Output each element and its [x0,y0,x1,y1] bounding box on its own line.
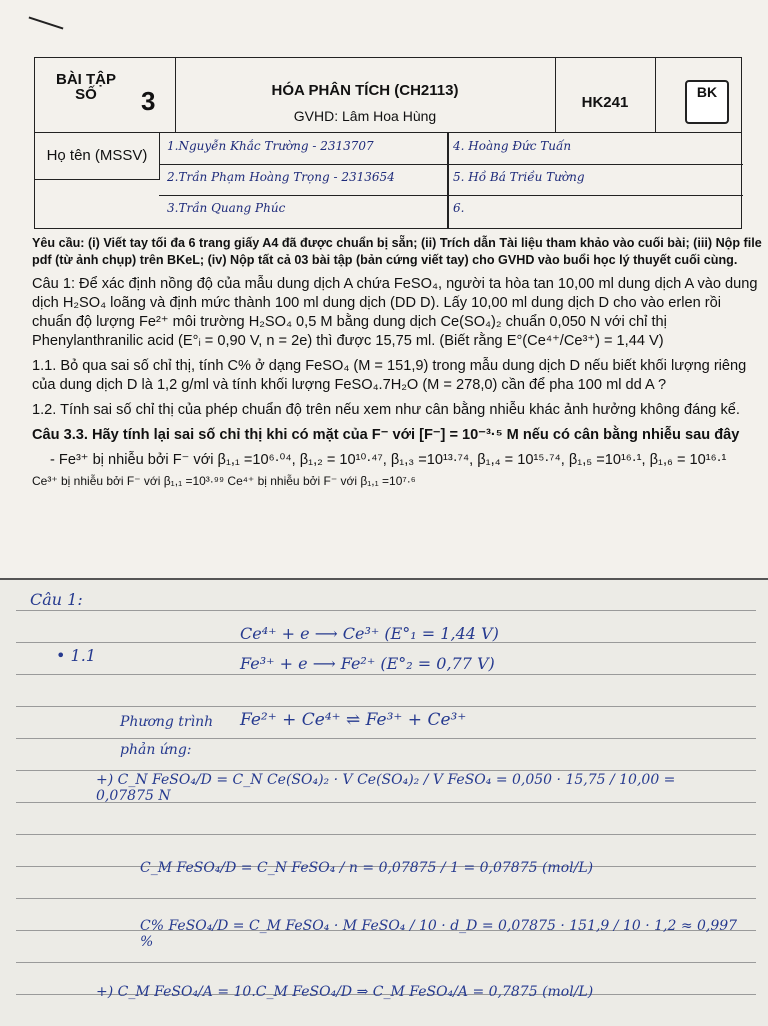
question-1: Câu 1: Để xác định nồng độ của mẫu dung dịch A chứa FeSO₄, người ta hòa tan 10,00 ml dung dịch A vào dung dịch H₂SO₄ loãng và định mức thành 100 ml dung dịch (DD D). Lấy 10,00 ml dung dịch D cho vào erlen rồi chuẩn độ lượng Fe²⁺ môi trường H₂SO₄ 0,5 M bằng dung dịch Ce(SO₄)₂ chuẩn 0,050 N với chỉ thị Phenylanthranilic acid (E°ᵢ = 0,90 V, n = 2e) thì được 15,75 ml. (Biết rằng E°(Ce⁴⁺/Ce³⁺) = 1,44 V) [32,276,758,349]
hand-cm-calc: C_M FeSO₄/D = C_N FeSO₄ / n = 0,07875 / 1 = 0,07875 (mol/L) [140,860,594,876]
hand-percent-calc: C% FeSO₄/D = C_M FeSO₄ · M FeSO₄ / 10 · d_D = 0,07875 · 151,9 / 10 · 1,2 ≈ 0,997 % [140,918,738,950]
question-1-2: 1.2. Tính sai số chỉ thị của phép chuẩn độ trên nếu xem như cân bằng nhiễu khác ảnh hưởng không đáng kể. [32,402,740,418]
bk-logo: BK [685,80,729,124]
assignment-label: BÀI TẬP SỐ [56,71,116,103]
ruled-line [16,706,756,707]
question-3-3: Câu 3.3. Hãy tính lại sai số chỉ thị khi có mặt của F⁻ với [F⁻] = 10⁻³·⁵ M nếu có cân bằng nhiễu sau đây [32,427,740,443]
problem-text [32,235,762,496]
ruled-line [16,962,756,963]
member-row [159,195,743,226]
semester: HK241 [581,94,629,111]
member-1: 1.Nguyễn Khắc Trường - 2313707 [167,139,374,153]
hand-cn-calc: +) C_N FeSO₄/D = C_N Ce(SO₄)₂ · V Ce(SO₄)₂ / V FeSO₄ = 0,050 · 15,75 / 10,00 = 0,07875 N [96,772,676,804]
member-row [159,164,743,196]
header-assignment-cell [35,58,176,132]
course-title: HÓA PHÂN TÍCH (CH2113) [271,82,459,99]
ruled-line [16,834,756,835]
member-label: Họ tên (MSSV) [35,133,160,180]
instructor: GVHD: Lâm Hoa Hùng [293,108,437,124]
hand-reaction-overall: Fe²⁺ + Ce⁴⁺ ⇌ Fe³⁺ + Ce³⁺ [240,710,467,730]
interference-ce-cut: Ce³⁺ bị nhiễu bởi F⁻ với β₁,₁ =10³·⁹⁹ Ce⁴⁺ bị nhiễu bởi F⁻ với β₁,₁ =10⁷·⁶ [32,474,416,488]
member-5: 5. Hồ Bá Triều Tường [453,170,585,184]
hand-reaction-fe: Fe³⁺ + e ⟶ Fe²⁺ (E°₂ = 0,77 V) [240,654,495,673]
hand-1-1: • 1.1 [56,646,96,665]
question-1-1: 1.1. Bỏ qua sai số chỉ thị, tính C% ở dạng FeSO₄ (M = 151,9) trong mẫu dung dịch D nếu biết khối lượng riêng của dung dịch D là 1,2 g/ml và tính khối lượng FeSO₄.7H₂O (M = 278,0) cần để pha 100 ml dd A ? [32,358,747,393]
member-4: 4. Hoàng Đức Tuấn [453,139,572,153]
requirements: Yêu cầu: (i) Viết tay tối đa 6 trang giấy A4 đã được chuẩn bị sẵn; (ii) Trích dẫn Tài liệu tham khảo vào cuối bài; (iii) Nộp file pdf (từ ảnh chụp) trên BKeL; (iv) Nộp tất cả 03 bài tập (bản cứng viết tay) cho GVHD vào buổi học lý thuyết cuối cùng. [32,236,762,267]
hand-cau1: Câu 1: [30,590,83,609]
member-row [159,133,743,165]
ruled-line [16,898,756,899]
header-table [34,57,742,133]
pen-mark [29,16,64,29]
ruled-line [16,770,756,771]
member-3: 3.Trần Quang Phúc [167,201,286,215]
ruled-line [16,674,756,675]
header-logo-cell [655,58,741,132]
hand-reaction-label: Phương trình phản ứng: [120,714,214,758]
interference-fe: - Fe³⁺ bị nhiễu bởi F⁻ với β₁,₁ =10⁶·⁰⁴, β₁,₂ = 10¹⁰·⁴⁷, β₁,₃ =10¹³·⁷⁴, β₁,₄ = 10¹⁵·⁷⁴, β₁,₅ =10¹⁶·¹, β₁,₆ = 10¹⁶·¹ [50,452,727,468]
header-semester-cell [555,58,656,132]
member-6: 6. [453,201,465,215]
hand-reaction-ce: Ce⁴⁺ + e ⟶ Ce³⁺ (E°₁ = 1,44 V) [240,624,499,643]
member-table [34,133,742,229]
hand-cm-a-calc: +) C_M FeSO₄/A = 10.C_M FeSO₄/D ⇒ C_M FeSO₄/A = 0,7875 (mol/L) [96,984,594,1000]
member-2: 2.Trần Phạm Hoàng Trọng - 2313654 [167,170,395,184]
handwritten-page [0,578,768,1026]
assignment-number: 3 [141,86,156,116]
ruled-line [16,610,756,611]
header-course-cell [175,58,556,132]
